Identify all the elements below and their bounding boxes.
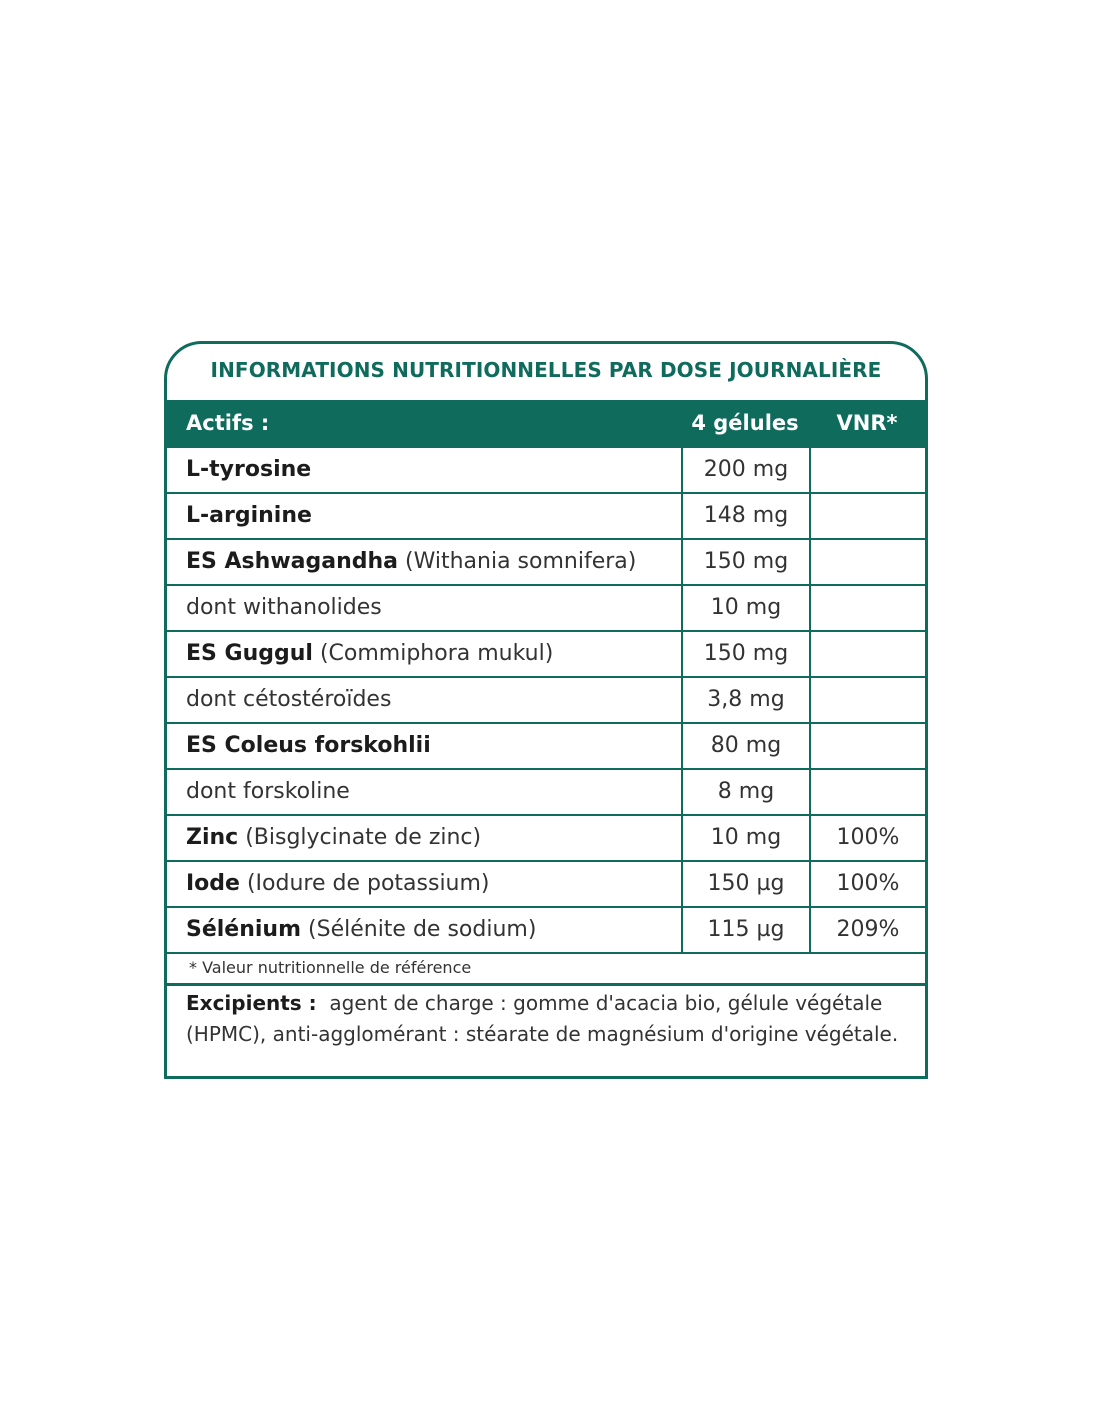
ingredient-vnr (809, 448, 925, 492)
ingredient-dose: 10 mg (681, 816, 809, 860)
table-row (167, 448, 925, 494)
ingredient-vnr: 100% (809, 862, 925, 906)
table-header (167, 400, 925, 448)
ingredient-vnr: 100% (809, 816, 925, 860)
table-row (167, 862, 925, 908)
ingredient-dose: 80 mg (681, 724, 809, 768)
ingredient-main: ES Guggul (186, 641, 313, 666)
table-row (167, 540, 925, 586)
table-row (167, 632, 925, 678)
ingredient-vnr (809, 494, 925, 538)
ingredient-main: ES Ashwagandha (186, 549, 398, 574)
table-row (167, 586, 925, 632)
ingredient-main: L-tyrosine (186, 457, 312, 482)
ingredient-detail: (Bisglycinate de zinc) (238, 825, 482, 850)
ingredient-name (186, 457, 311, 482)
ingredient-vnr (809, 724, 925, 768)
header-dose: 4 gélules (691, 411, 799, 435)
ingredient-main: Sélénium (186, 917, 302, 942)
ingredient-main: ES Coleus forskohlii (186, 733, 431, 758)
header-vnr: VNR* (836, 411, 898, 435)
table-row (167, 724, 925, 770)
ingredient-dose: 150 µg (681, 862, 809, 906)
table-row (167, 770, 925, 816)
panel-title: INFORMATIONS NUTRITIONNELLES PAR DOSE JOURNALIÈRE (210, 358, 882, 382)
excipients-label: Excipients : (186, 991, 317, 1015)
ingredient-vnr: 209% (809, 908, 925, 952)
ingredient-name (186, 779, 350, 804)
ingredient-detail: dont forskoline (186, 779, 350, 804)
ingredient-vnr (809, 586, 925, 630)
ingredient-main: L-arginine (186, 503, 312, 528)
ingredient-name (186, 641, 553, 666)
ingredient-dose: 10 mg (681, 586, 809, 630)
ingredient-vnr (809, 632, 925, 676)
ingredient-dose: 3,8 mg (681, 678, 809, 722)
table-row (167, 678, 925, 724)
ingredient-name (186, 503, 312, 528)
excipients-section (186, 988, 906, 1050)
ingredient-main: Iode (186, 871, 240, 896)
ingredient-name (186, 733, 431, 758)
ingredient-name (186, 549, 636, 574)
table-row (167, 494, 925, 540)
ingredient-table (167, 448, 925, 954)
ingredient-vnr (809, 540, 925, 584)
excipients-text: agent de charge : gomme d'acacia bio, gélule végétale (HPMC), anti-agglomérant : stéarate de magnésium d'origine végétale. (186, 991, 899, 1046)
ingredient-main: Zinc (186, 825, 239, 850)
nutrition-facts-panel (164, 341, 928, 1079)
ingredient-detail: dont cétostéroïdes (186, 687, 392, 712)
ingredient-name (186, 917, 536, 942)
ingredient-dose: 150 mg (681, 632, 809, 676)
ingredient-name (186, 687, 391, 712)
ingredient-vnr (809, 678, 925, 722)
ingredient-vnr (809, 770, 925, 814)
table-row (167, 908, 925, 954)
ingredient-detail: (Withania somnifera) (398, 549, 637, 574)
footnote-text: * Valeur nutritionnelle de référence (189, 958, 472, 977)
ingredient-dose: 200 mg (681, 448, 809, 492)
vnr-footnote (167, 954, 925, 986)
ingredient-detail: (Iodure de potassium) (239, 871, 490, 896)
ingredient-dose: 148 mg (681, 494, 809, 538)
ingredient-name (186, 595, 382, 620)
header-actifs: Actifs : (186, 411, 270, 435)
table-row (167, 816, 925, 862)
ingredient-detail: (Sélénite de sodium) (301, 917, 537, 942)
ingredient-dose: 115 µg (681, 908, 809, 952)
ingredient-name (186, 871, 490, 896)
ingredient-dose: 150 mg (681, 540, 809, 584)
ingredient-dose: 8 mg (681, 770, 809, 814)
ingredient-detail: dont withanolides (186, 595, 382, 620)
ingredient-name (186, 825, 481, 850)
ingredient-detail: (Commiphora mukul) (312, 641, 554, 666)
